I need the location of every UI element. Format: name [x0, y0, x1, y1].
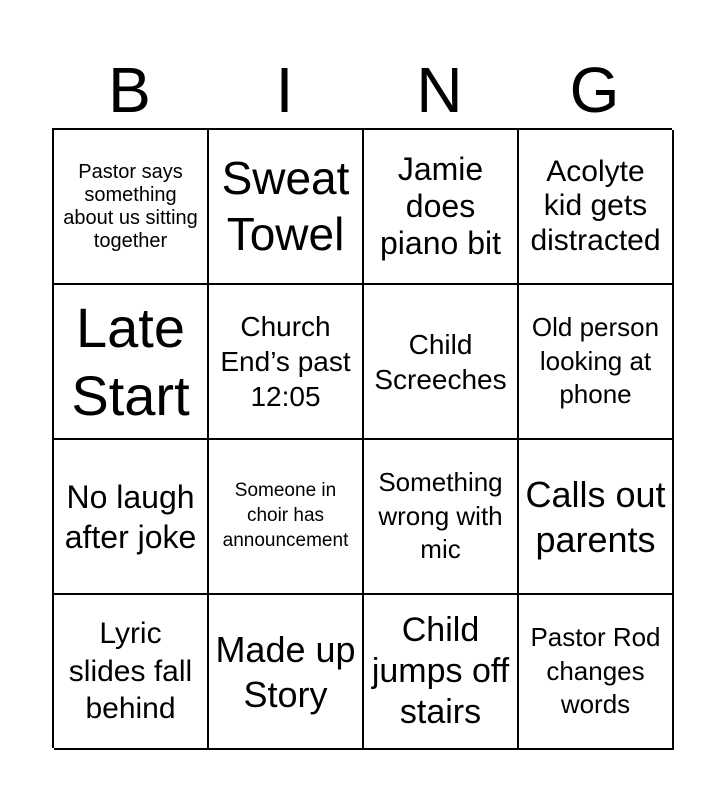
bingo-cell[interactable]: Pastor says something about us sitting together — [54, 130, 209, 285]
header-letter-n: N — [416, 54, 463, 126]
bingo-cell[interactable]: Something wrong with mic — [364, 440, 519, 595]
bingo-board — [52, 128, 672, 748]
bingo-cell[interactable]: No laugh after joke — [54, 440, 209, 595]
bingo-header — [52, 52, 672, 128]
bingo-cell[interactable]: Jamie does piano bit — [364, 130, 519, 285]
header-letter-g: G — [569, 54, 620, 126]
bingo-cell[interactable]: Old person looking at phone — [519, 285, 674, 440]
bingo-cell[interactable]: Calls out parents — [519, 440, 674, 595]
bingo-cell[interactable]: Sweat Towel — [209, 130, 364, 285]
bingo-cell[interactable]: Acolyte kid gets distracted — [519, 130, 674, 285]
bingo-cell[interactable]: Church End’s past 12:05 — [209, 285, 364, 440]
bingo-cell[interactable]: Pastor Rod changes words — [519, 595, 674, 750]
bingo-cell[interactable]: Late Start — [54, 285, 209, 440]
bingo-cell[interactable]: Someone in choir has announcement — [209, 440, 364, 595]
bingo-cell[interactable]: Lyric slides fall behind — [54, 595, 209, 750]
header-letter-b: B — [108, 54, 151, 126]
bingo-cell[interactable]: Child Screeches — [364, 285, 519, 440]
bingo-cell[interactable]: Made up Story — [209, 595, 364, 750]
header-letter-i: I — [275, 54, 294, 126]
bingo-cell[interactable]: Child jumps off stairs — [364, 595, 519, 750]
